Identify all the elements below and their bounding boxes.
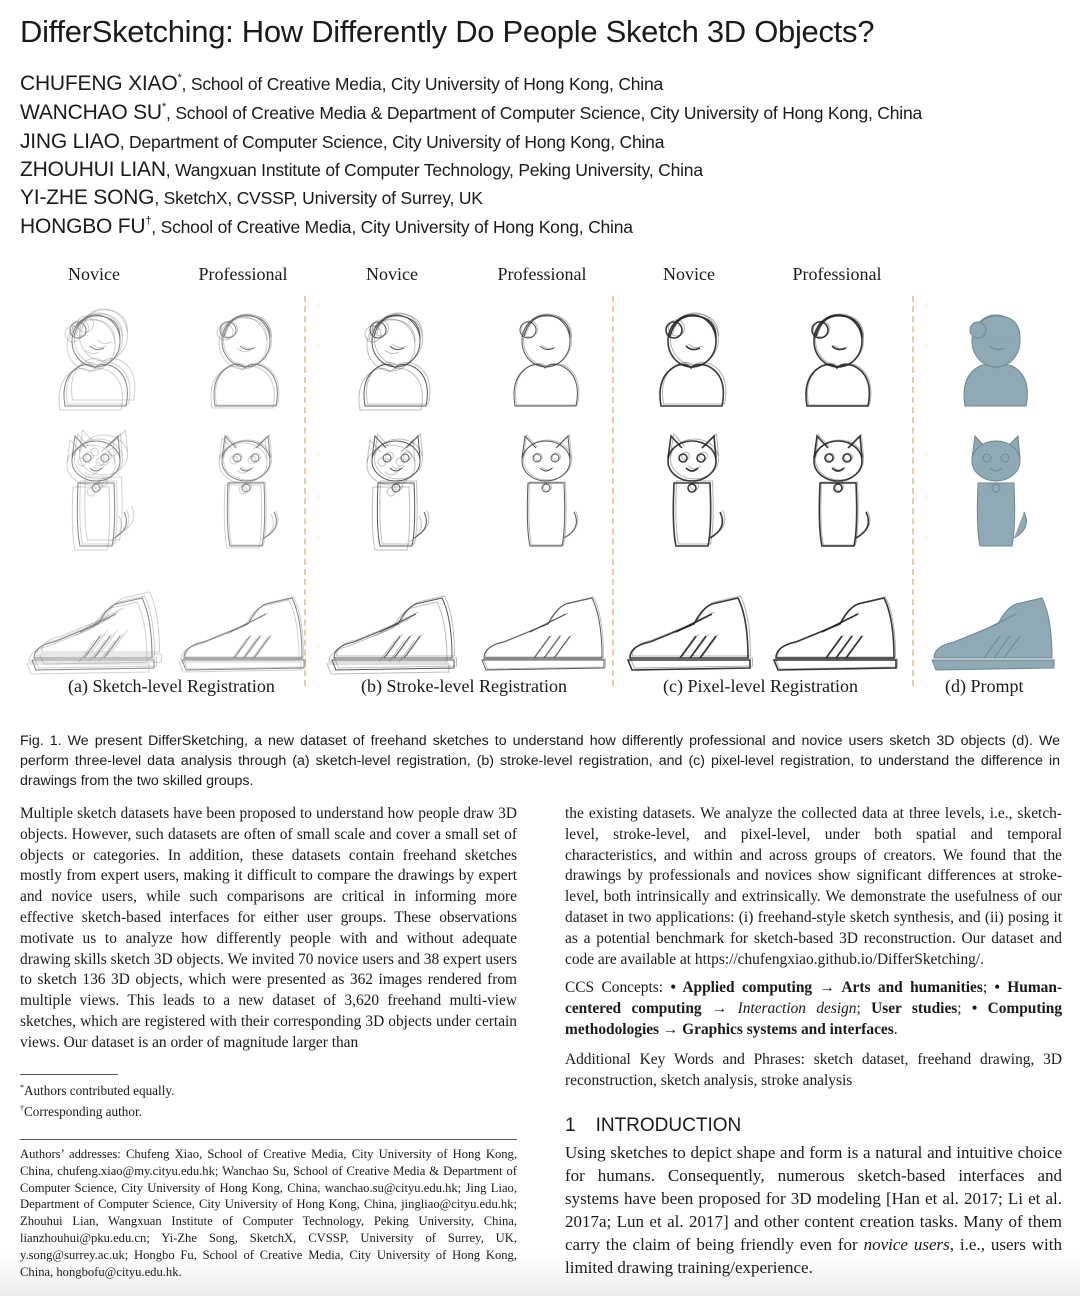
column-label-novice: Novice bbox=[663, 264, 715, 284]
teaser-figure bbox=[0, 258, 1080, 708]
author-affiliation: , School of Creative Media, City University of Hong Kong, China bbox=[151, 217, 633, 237]
intro-text: , i.e., users with limited drawing training/experience. bbox=[565, 1235, 1062, 1277]
footnote-mark: † bbox=[20, 1104, 24, 1113]
subcaption-a: (a) Sketch-level Registration bbox=[68, 676, 275, 696]
novice-sketch-cat-figurine bbox=[320, 428, 470, 558]
footnote-text: Authors contributed equally. bbox=[24, 1083, 175, 1098]
ccs-label: CCS Concepts: bbox=[565, 979, 671, 996]
author-line bbox=[20, 130, 664, 154]
ccs-concept: • Computing methodologies → Graphics systems and interfaces bbox=[565, 999, 1063, 1038]
author-affiliation: , Wangxuan Institute of Computer Technology, Peking University, China bbox=[165, 160, 703, 180]
author-addresses: Authors’ addresses: Chufeng Xiao, School of Creative Media, City University of Hong Kong, China, chufeng.xiao@my.cityu.edu.hk; Wanchao Su, School of Creative Media & Department of Computer Science, City University of Hong Kong, China, wanchao.su@cityu.edu.hk; Jing Liao, Department of Computer Science, City University of Hong Kong, China, jingliao@cityu.edu.hk; Zhouhui Lian, Wangxuan Institute of Computer Technology, Peking University, China, lianzhouhui@pku.edu.cn; Yi-Zhe Song, SketchX, CVSSP, University of Surrey, UK, y.song@surrey.ac.uk; Hongbo Fu, School of Creative Media, City University of Hong Kong, China, hongbofu@cityu.edu.hk. bbox=[20, 1147, 517, 1279]
addresses-rule bbox=[20, 1139, 517, 1140]
section-heading bbox=[565, 1115, 741, 1137]
footnote bbox=[20, 1100, 174, 1121]
novice-sketch-girl-bust bbox=[616, 296, 766, 426]
section-number: 1 bbox=[565, 1115, 576, 1136]
column-label-professional: Professional bbox=[792, 264, 882, 284]
novice-sketch-cat-figurine bbox=[20, 428, 170, 558]
footnotes bbox=[20, 1079, 174, 1121]
subcaption-d: (d) Prompt bbox=[945, 676, 1024, 696]
intro-text-italic: novice users bbox=[863, 1235, 950, 1254]
author-affiliation: , SketchX, CVSSP, University of Surrey, UK bbox=[154, 188, 483, 208]
ccs-separator: ; bbox=[982, 979, 995, 996]
author-affiliation: , Department of Computer Science, City University of Hong Kong, China bbox=[119, 132, 665, 152]
professional-sketch-girl-bust bbox=[762, 296, 912, 426]
novice-sketch-sneaker bbox=[20, 558, 170, 688]
author-line bbox=[20, 158, 703, 182]
keywords: Additional Key Words and Phrases: sketch dataset, freehand drawing, 3D reconstruction, sketch analysis, stroke analysis bbox=[565, 1051, 1062, 1089]
column-label-professional: Professional bbox=[497, 264, 587, 284]
author-affiliation: , School of Creative Media & Department of Computer Science, City University of Hong Kong, China bbox=[166, 103, 923, 123]
professional-sketch-girl-bust bbox=[470, 296, 620, 426]
author-name: HONGBO FU bbox=[20, 215, 146, 238]
novice-sketch-girl-bust bbox=[20, 296, 170, 426]
footnote bbox=[20, 1079, 174, 1100]
author-mark: † bbox=[145, 215, 152, 227]
professional-sketch-cat-figurine bbox=[470, 428, 620, 558]
footnote-text: Corresponding author. bbox=[24, 1104, 142, 1119]
section-divider bbox=[912, 296, 914, 686]
ccs-concept-italic: Interaction design bbox=[737, 999, 857, 1017]
ccs-separator: ; bbox=[957, 999, 972, 1017]
subcaption-b: (b) Stroke-level Registration bbox=[361, 676, 567, 696]
author-line bbox=[20, 215, 633, 239]
professional-sketch-cat-figurine bbox=[762, 428, 912, 558]
author-line bbox=[20, 72, 663, 96]
author-name: JING LIAO bbox=[20, 130, 120, 153]
ccs-concepts bbox=[565, 978, 1062, 1040]
column-label-novice: Novice bbox=[68, 264, 120, 284]
prompt-render-cat-figurine bbox=[920, 428, 1070, 558]
author-name: CHUFENG XIAO bbox=[20, 72, 178, 95]
abstract-right-column: the existing datasets. We analyze the collected data at three levels, i.e., sketch-level, stroke-level, and pixel-level, under both spatial and temporal characteristics, and within and across groups of creators. We found that the drawings by professionals and novices show significant differences at stroke-level, both intrinsically and extrinsically. We demonstrate the usefulness of our dataset in two applications: (i) freehand-style sketch synthesis, and (ii) posing it as a potential benchmark for sketch-based 3D reconstruction. Our dataset and code are available at https://chufengxiao.github.io/DifferSketching/. bbox=[565, 805, 1062, 968]
author-name: ZHOUHUI LIAN bbox=[20, 158, 166, 181]
author-name: YI-ZHE SONG bbox=[20, 186, 155, 209]
professional-sketch-sneaker bbox=[470, 558, 620, 688]
professional-sketch-cat-figurine bbox=[170, 428, 320, 558]
professional-sketch-sneaker bbox=[170, 558, 320, 688]
paper-title: DifferSketching: How Differently Do People Sketch 3D Objects? bbox=[20, 14, 875, 49]
novice-sketch-sneaker bbox=[320, 558, 470, 688]
ccs-concept: User studies bbox=[871, 999, 958, 1017]
section-title: INTRODUCTION bbox=[595, 1115, 742, 1136]
author-mark: * bbox=[161, 101, 166, 113]
novice-sketch-sneaker bbox=[616, 558, 766, 688]
professional-sketch-girl-bust bbox=[170, 296, 320, 426]
introduction-paragraph bbox=[565, 1141, 1062, 1279]
column-label-novice: Novice bbox=[366, 264, 418, 284]
novice-sketch-cat-figurine bbox=[616, 428, 766, 558]
ccs-end: . bbox=[893, 1020, 898, 1038]
figure-caption: Fig. 1. We present DifferSketching, a new dataset of freehand sketches to understand how differently professional and novice users sketch 3D objects (d). We perform three-level data analysis through (a) sketch-level registration, (b) stroke-level registration, and (c) pixel-level registration, to understand the difference in drawings from the two skilled groups. bbox=[20, 733, 1060, 789]
intro-text: Using sketches to depict shape and form is a natural and intuitive choice for humans. Consequently, numerous sketch-based interfaces and systems have been proposed for 3D modeling [Han et al. 2017; Li et al. 2017a; Lun et al. 2017] and other content creation tasks. Many of them carry the claim of being friendly even for bbox=[565, 1143, 1062, 1254]
professional-sketch-sneaker bbox=[762, 558, 912, 688]
author-line bbox=[20, 101, 922, 125]
prompt-render-sneaker bbox=[920, 558, 1070, 688]
author-mark: * bbox=[177, 72, 182, 84]
ccs-concept: • Human-centered computing → bbox=[565, 979, 1063, 1017]
ccs-concept: • Applied computing → Arts and humanities bbox=[670, 979, 983, 996]
author-affiliation: , School of Creative Media, City University of Hong Kong, China bbox=[181, 74, 664, 94]
footnote-mark: * bbox=[20, 1083, 24, 1092]
abstract-left-column: Multiple sketch datasets have been proposed to understand how people draw 3D objects. However, such datasets are often of small scale and cover a small set of objects or categories. In addition, these datasets contain freehand sketches mostly from expert users, making it difficult to compare the drawings by expert and novice users, while such comparisons are critical in informing more effective sketch-based interfaces for either user groups. These observations motivate us to analyze how differently people with and without adequate drawing skills sketch 3D objects. We invited 70 novice users and 38 expert users to sketch 136 3D objects, which were presented as 362 images rendered from multiple views. This leads to a new dataset of 3,620 freehand multi-view sketches, which are registered with their corresponding 3D objects under certain views. Our dataset is an order of magnitude larger than bbox=[20, 805, 517, 1051]
novice-sketch-girl-bust bbox=[320, 296, 470, 426]
author-name: WANCHAO SU bbox=[20, 101, 162, 124]
prompt-render-girl-bust bbox=[920, 296, 1070, 426]
subcaption-c: (c) Pixel-level Registration bbox=[663, 676, 858, 696]
footnote-rule bbox=[20, 1074, 118, 1075]
column-label-professional: Professional bbox=[198, 264, 288, 284]
author-line bbox=[20, 186, 483, 210]
ccs-separator: ; bbox=[856, 999, 872, 1017]
